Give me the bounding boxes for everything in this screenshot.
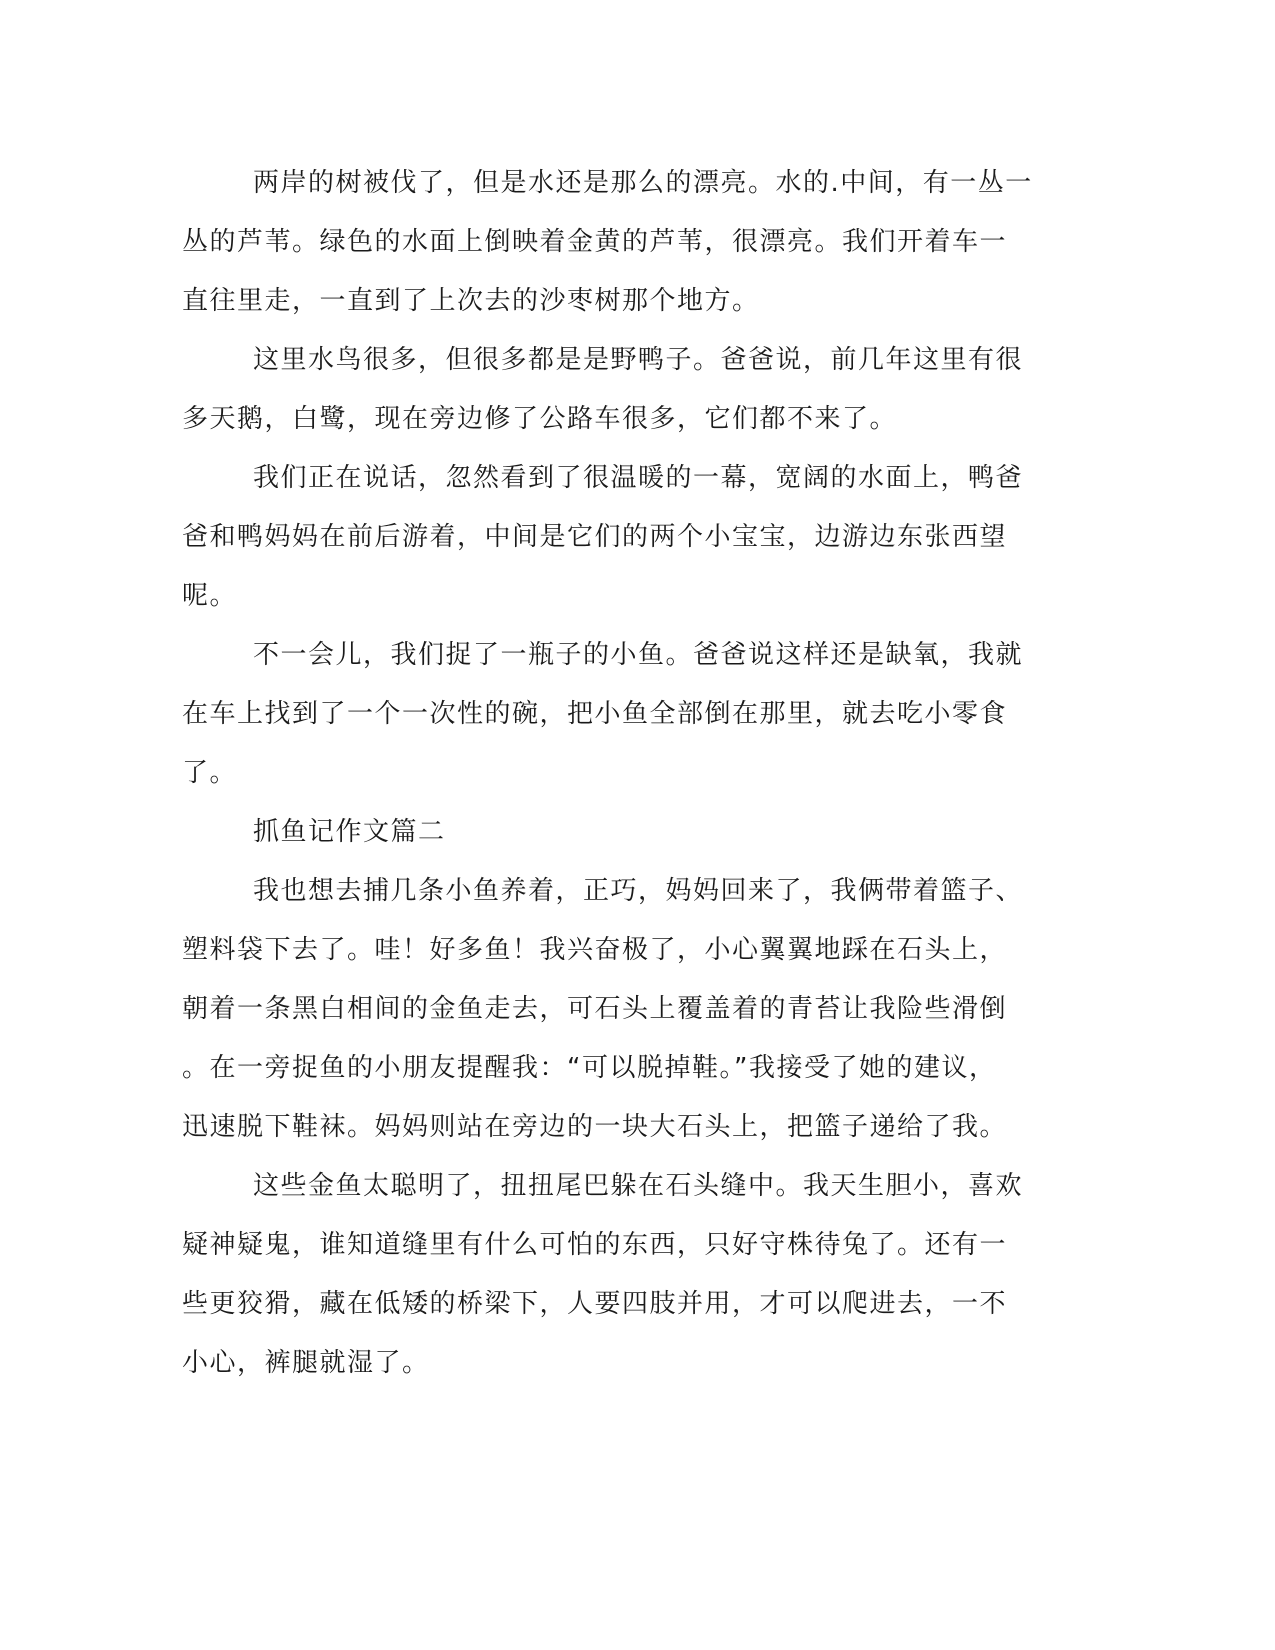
paragraph-4-line-1: 不一会儿，我们捉了一瓶子的小鱼。爸爸说这样还是缺氧，我就 [253, 640, 1024, 670]
paragraph-1-line-2: 丛的芦苇。绿色的水面上倒映着金黄的芦苇，很漂亮。我们开着车一 [182, 227, 1008, 257]
paragraph-7-line-1: 这些金鱼太聪明了，扭扭尾巴躲在石头缝中。我天生胆小，喜欢 [253, 1171, 1024, 1201]
paragraph-3-line-1: 我们正在说话，忽然看到了很温暖的一幕，宽阔的水面上，鸭爸 [253, 463, 1024, 493]
paragraph-7-line-3: 些更狡猾，藏在低矮的桥梁下，人要四肢并用，才可以爬进去，一不 [182, 1289, 1008, 1319]
paragraph-3-line-2: 爸和鸭妈妈在前后游着，中间是它们的两个小宝宝，边游边东张西望 [182, 522, 1008, 552]
paragraph-7-line-2: 疑神疑鬼，谁知道缝里有什么可怕的东西，只好守株待兔了。还有一 [182, 1230, 1008, 1260]
paragraph-2-line-1: 这里水鸟很多，但很多都是是野鸭子。爸爸说，前几年这里有很 [253, 345, 1024, 375]
paragraph-3-line-3: 呢。 [182, 581, 238, 611]
paragraph-7-line-4: 小心，裤腿就湿了。 [182, 1348, 430, 1378]
paragraph-1-line-1: 两岸的树被伐了，但是水还是那么的漂亮。水的.中间，有一丛一 [253, 168, 1033, 198]
section-heading: 抓鱼记作文篇二 [253, 817, 446, 847]
paragraph-6-line-4: 。在一旁捉鱼的小朋友提醒我：“可以脱掉鞋。”我接受了她的建议， [182, 1053, 997, 1083]
paragraph-6-line-3: 朝着一条黑白相间的金鱼走去，可石头上覆盖着的青苔让我险些滑倒 [182, 994, 1008, 1024]
paragraph-6-line-2: 塑料袋下去了。哇！好多鱼！我兴奋极了，小心翼翼地踩在石头上， [182, 935, 1008, 965]
paragraph-4-line-3: 了。 [182, 758, 238, 788]
paragraph-4-line-2: 在车上找到了一个一次性的碗，把小鱼全部倒在那里，就去吃小零食 [182, 699, 1008, 729]
paragraph-2-line-2: 多天鹅，白鹭，现在旁边修了公路车很多，它们都不来了。 [182, 404, 898, 434]
paragraph-1-line-3: 直往里走，一直到了上次去的沙枣树那个地方。 [182, 286, 760, 316]
document-body [182, 154, 1034, 1393]
paragraph-6-line-5: 迅速脱下鞋袜。妈妈则站在旁边的一块大石头上，把篮子递给了我。 [182, 1112, 1008, 1142]
paragraph-6-line-1: 我也想去捕几条小鱼养着，正巧，妈妈回来了，我俩带着篮子、 [253, 876, 1024, 906]
